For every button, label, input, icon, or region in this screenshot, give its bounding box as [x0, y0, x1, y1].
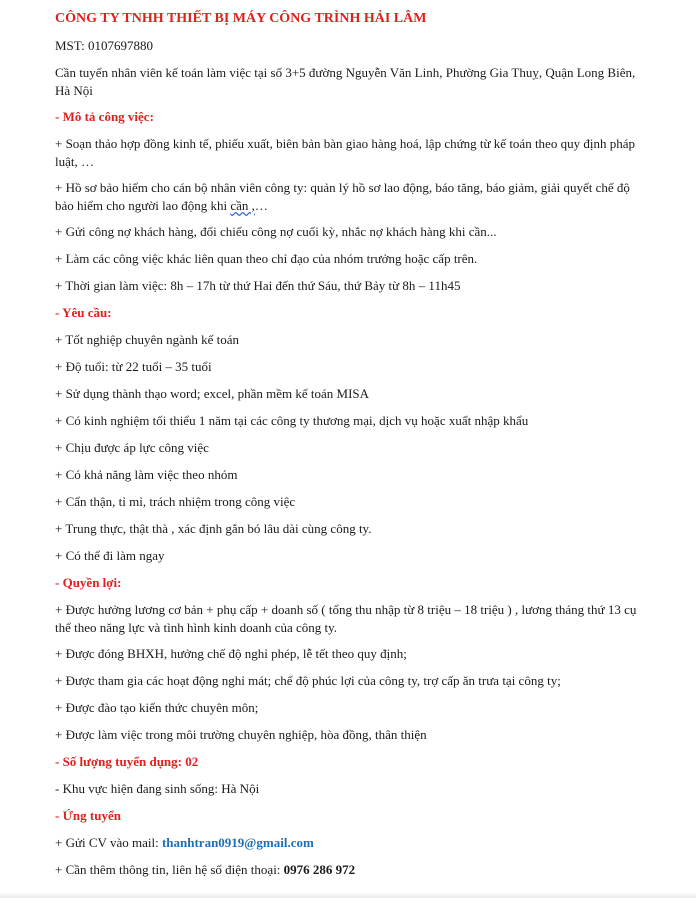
apply-email-label: + Gửi CV vào mail:	[55, 835, 162, 850]
apply-phone-line	[55, 861, 355, 879]
benefits-heading: - Quyền lợi:	[55, 575, 122, 590]
living-area: - Khu vực hiện đang sinh sống: Hà Nội	[55, 781, 260, 796]
benefit-item: + Được hưởng lương cơ bản + phụ cấp + doanh số ( tổng thu nhập từ 8 triệu – 18 triệu ) , lương tháng thứ 13 cụ thể theo năng lực và tình hình kinh doanh của công ty.	[55, 602, 637, 635]
requirement-item: + Có kinh nghiệm tối thiểu 1 năm tại các công ty thương mại, dịch vụ hoặc xuất nhập khẩu	[55, 413, 529, 428]
intro-paragraph: Cần tuyển nhân viên kế toán làm việc tại số 3+5 đường Nguyễn Văn Linh, Phường Gia Thuỵ, Quận Long Biên, Hà Nội	[55, 65, 636, 98]
apply-heading: - Ứng tuyển	[55, 808, 121, 823]
benefit-item: + Được đào tạo kiến thức chuyên môn;	[55, 700, 259, 715]
phone-number: 0976 286 972	[283, 862, 356, 877]
tax-code: MST: 0107697880	[55, 38, 153, 53]
job-description-item: + Làm các công việc khác liên quan theo chỉ đạo của nhóm trưởng hoặc cấp trên.	[55, 251, 478, 266]
job-description-item-ellipsis: …	[254, 198, 268, 213]
benefit-item: + Được tham gia các hoạt động nghỉ mát; chế độ phúc lợi của công ty, trợ cấp ăn trưa tại công ty;	[55, 673, 561, 688]
quantity-heading: - Số lượng tuyển dụng: 02	[55, 754, 199, 769]
apply-email-line	[55, 834, 314, 852]
job-description-item	[55, 179, 645, 215]
company-title: CÔNG TY TNHH THIẾT BỊ MÁY CÔNG TRÌNH HẢI LÂM	[55, 11, 427, 26]
requirement-item: + Cẩn thận, tỉ mỉ, trách nhiệm trong công việc	[55, 494, 296, 509]
benefit-item: + Được làm việc trong môi trường chuyên nghiệp, hòa đồng, thân thiện	[55, 727, 427, 742]
job-description-item: + Soạn thảo hợp đồng kinh tế, phiếu xuất, biên bản bàn giao hàng hoá, lập chứng từ kế toán theo quy định pháp luật, …	[55, 136, 635, 169]
requirement-item: + Độ tuổi: từ 22 tuổi – 35 tuổi	[55, 359, 212, 374]
email-link[interactable]: thanhtran0919@gmail.com	[161, 835, 314, 850]
job-description-item: + Thời gian làm việc: 8h – 17h từ thứ Hai đến thứ Sáu, thứ Bảy từ 8h – 11h45	[55, 278, 461, 293]
apply-phone-label: + Cần thêm thông tin, liên hệ số điện thoại:	[55, 862, 284, 877]
job-description-item-text: + Hồ sơ bảo hiểm cho cán bộ nhân viên công ty: quản lý hồ sơ lao động, báo tăng, báo giảm, giải quyết chế độ bảo hiểm cho người lao động khi	[55, 180, 630, 213]
benefit-item: + Được đóng BHXH, hưởng chế độ nghỉ phép, lễ tết theo quy định;	[55, 646, 407, 661]
requirement-item: + Sử dụng thành thạo word; excel, phần mềm kế toán MISA	[55, 386, 370, 401]
requirement-item: + Có thể đi làm ngay	[55, 548, 165, 563]
requirement-item: + Có khả năng làm việc theo nhóm	[55, 467, 238, 482]
job-description-heading: - Mô tả công việc:	[55, 109, 154, 124]
spellcheck-mark: cần ,	[230, 198, 255, 213]
requirement-item: + Chịu được áp lực công việc	[55, 440, 209, 455]
requirement-item: + Trung thực, thật thà , xác định gắn bó lâu dài cùng công ty.	[55, 521, 372, 536]
page-bottom-edge	[0, 892, 696, 898]
requirements-heading: - Yêu cầu:	[55, 305, 112, 320]
job-description-item: + Gửi công nợ khách hàng, đối chiếu công nợ cuối kỳ, nhắc nợ khách hàng khi cần...	[55, 224, 497, 239]
requirement-item: + Tốt nghiệp chuyên ngành kế toán	[55, 332, 239, 347]
